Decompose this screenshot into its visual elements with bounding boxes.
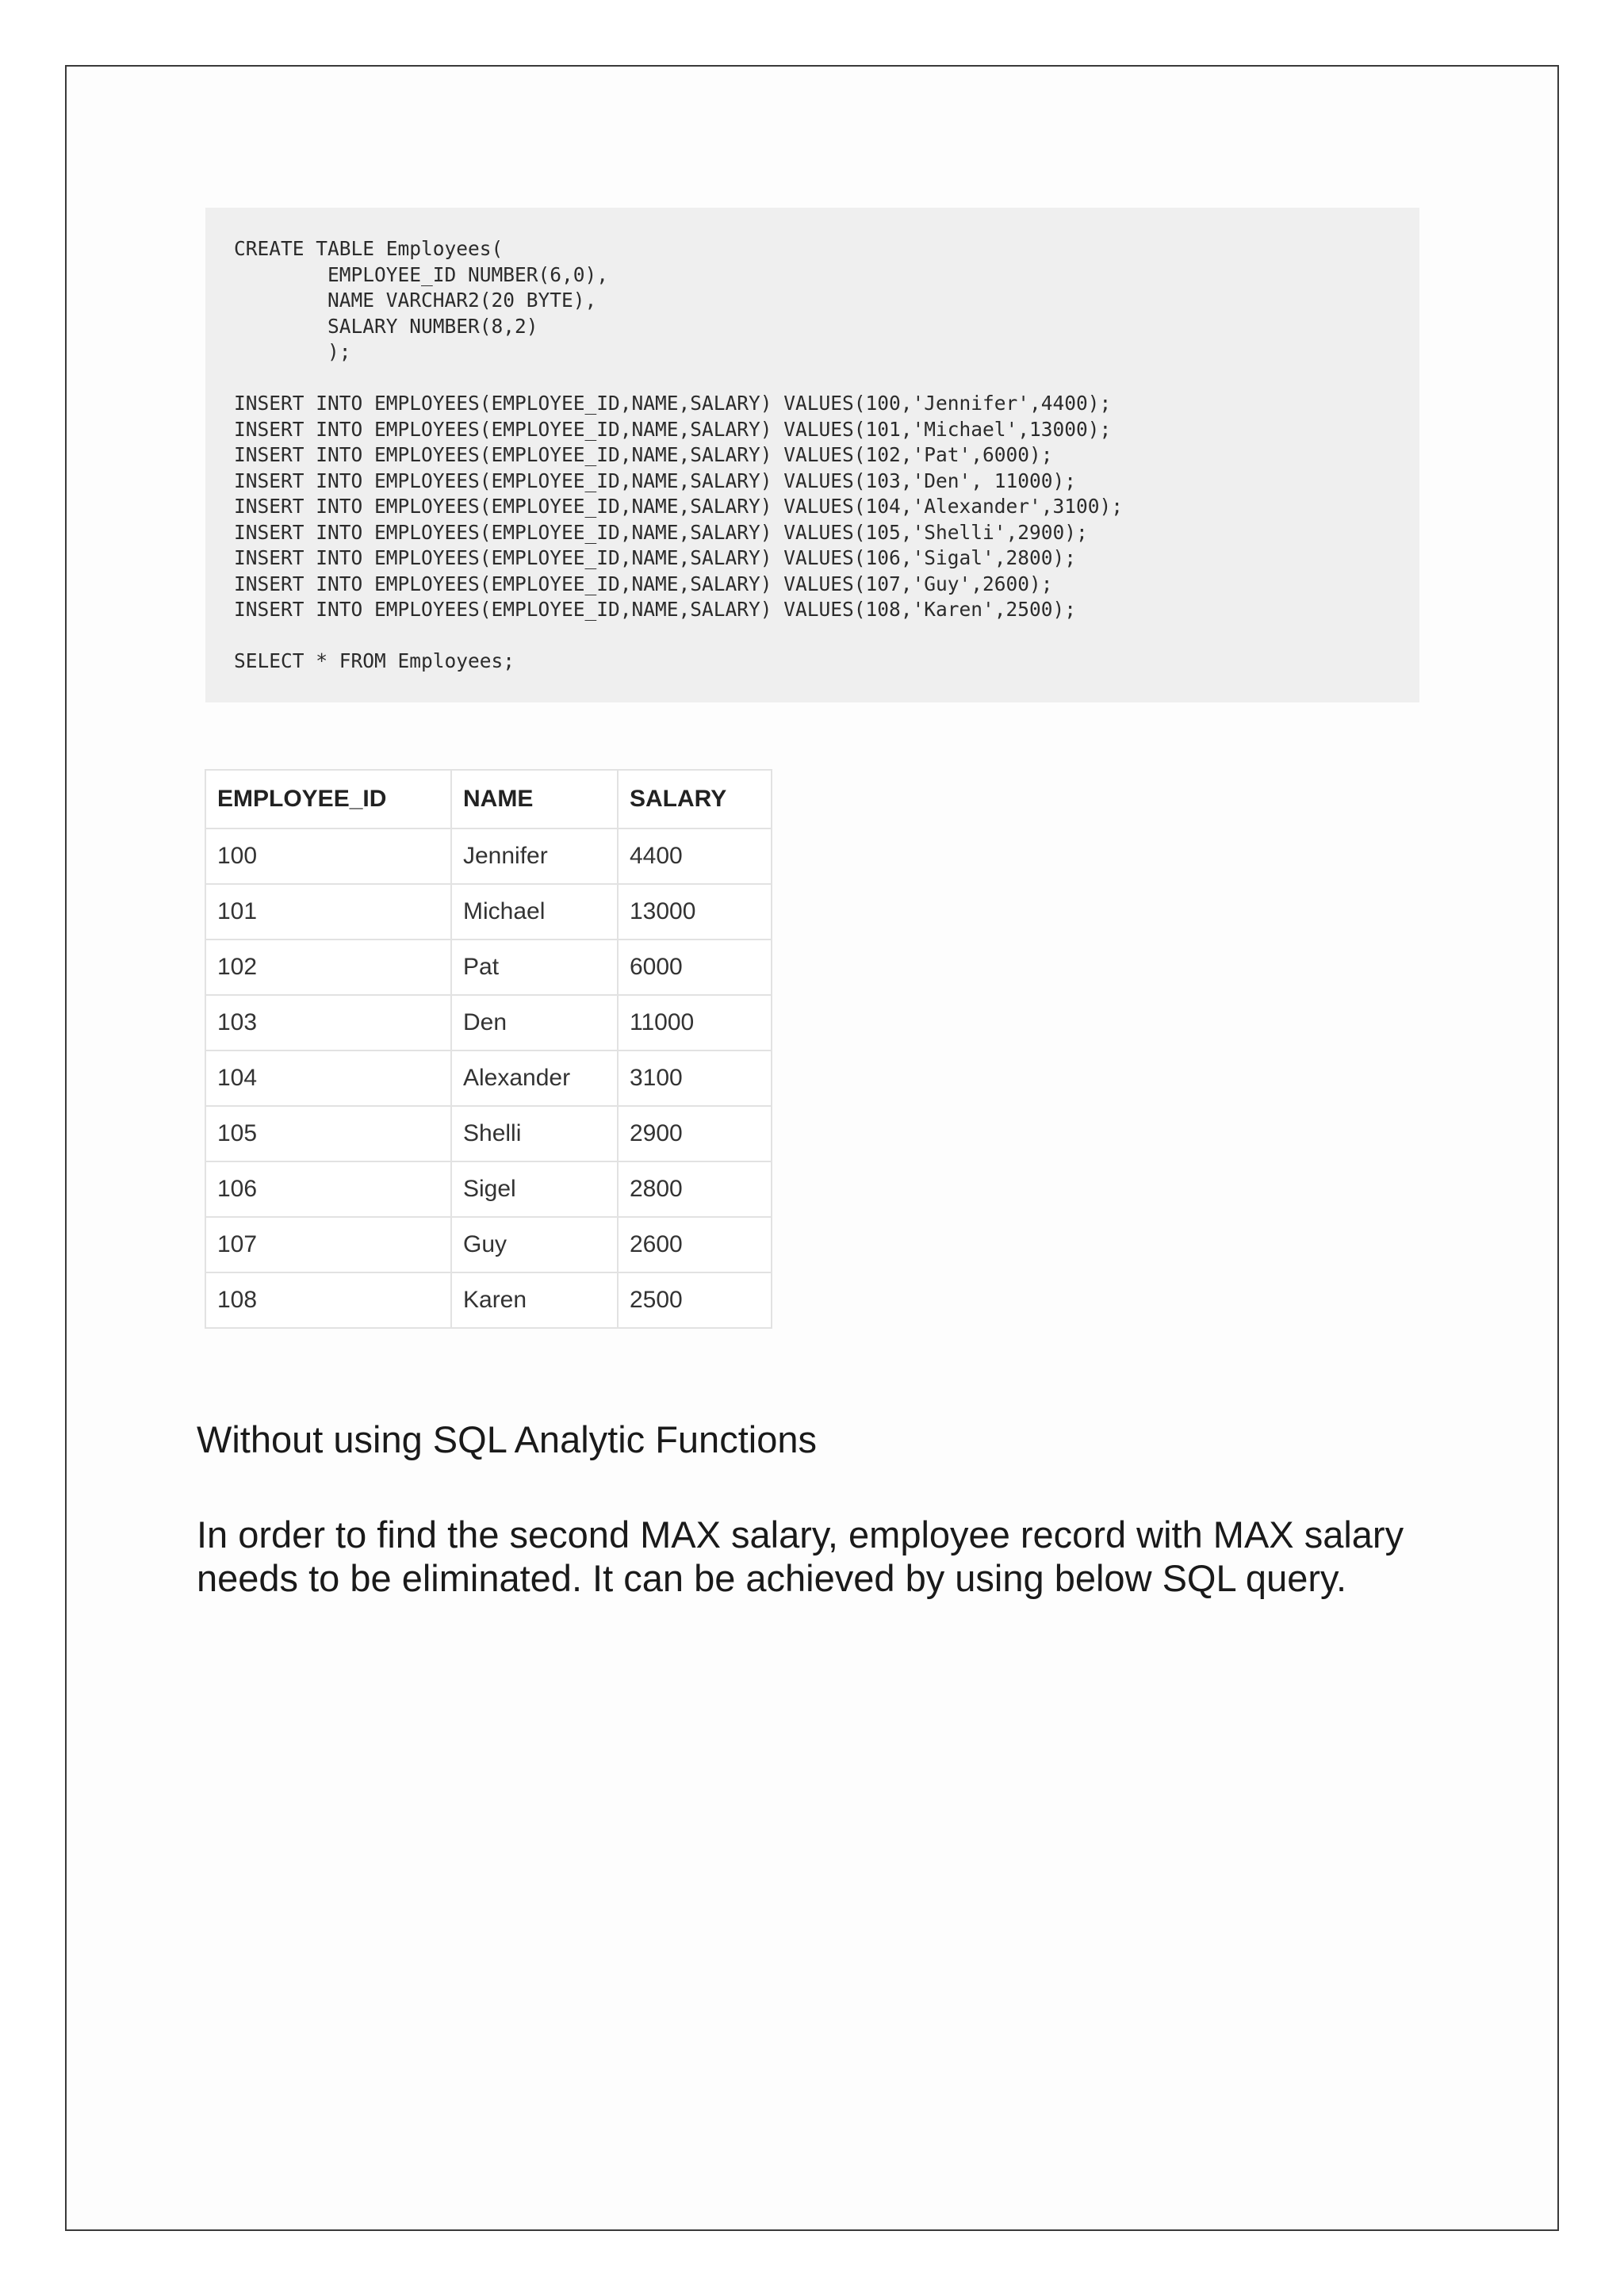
column-header-salary: SALARY — [618, 770, 772, 828]
code-line: INSERT INTO EMPLOYEES(EMPLOYEE_ID,NAME,SALARY) VALUES(101,'Michael',13000); — [234, 417, 1112, 441]
cell-salary: 2800 — [618, 1161, 772, 1217]
cell-name: Guy — [451, 1217, 618, 1272]
cell-salary: 2600 — [618, 1217, 772, 1272]
table-row — [205, 939, 772, 995]
code-line: INSERT INTO EMPLOYEES(EMPLOYEE_ID,NAME,SALARY) VALUES(100,'Jennifer',4400); — [234, 392, 1112, 415]
code-line: NAME VARCHAR2(20 BYTE), — [234, 289, 597, 312]
code-line-blank — [234, 365, 1419, 392]
cell-name: Karen — [451, 1272, 618, 1328]
code-line: SALARY NUMBER(8,2) — [234, 314, 538, 338]
code-line: INSERT INTO EMPLOYEES(EMPLOYEE_ID,NAME,SALARY) VALUES(105,'Shelli',2900); — [234, 520, 1088, 544]
table-row — [205, 995, 772, 1050]
code-line: INSERT INTO EMPLOYEES(EMPLOYEE_ID,NAME,SALARY) VALUES(108,'Karen',2500); — [234, 598, 1077, 621]
column-header-employee-id: EMPLOYEE_ID — [205, 770, 451, 828]
table-row — [205, 1050, 772, 1106]
table-row — [205, 1217, 772, 1272]
cell-employee-id: 100 — [205, 828, 451, 884]
cell-name: Pat — [451, 939, 618, 995]
code-line: CREATE TABLE Employees( — [234, 237, 504, 260]
column-header-name: NAME — [451, 770, 618, 828]
cell-name: Alexander — [451, 1050, 618, 1106]
table-row — [205, 1272, 772, 1328]
code-line: INSERT INTO EMPLOYEES(EMPLOYEE_ID,NAME,SALARY) VALUES(103,'Den', 11000); — [234, 469, 1077, 492]
cell-employee-id: 107 — [205, 1217, 451, 1272]
cell-employee-id: 103 — [205, 995, 451, 1050]
employees-table — [205, 769, 772, 1329]
cell-name: Sigel — [451, 1161, 618, 1217]
cell-name: Den — [451, 995, 618, 1050]
code-line: INSERT INTO EMPLOYEES(EMPLOYEE_ID,NAME,SALARY) VALUES(106,'Sigal',2800); — [234, 546, 1077, 569]
cell-employee-id: 106 — [205, 1161, 451, 1217]
table-header-row — [205, 770, 772, 828]
cell-employee-id: 104 — [205, 1050, 451, 1106]
cell-name: Jennifer — [451, 828, 618, 884]
cell-salary: 13000 — [618, 884, 772, 939]
cell-employee-id: 108 — [205, 1272, 451, 1328]
code-line: INSERT INTO EMPLOYEES(EMPLOYEE_ID,NAME,SALARY) VALUES(104,'Alexander',3100); — [234, 495, 1124, 518]
cell-name: Michael — [451, 884, 618, 939]
table-row — [205, 828, 772, 884]
cell-employee-id: 101 — [205, 884, 451, 939]
sql-code-block — [205, 208, 1419, 702]
table-row — [205, 884, 772, 939]
cell-employee-id: 105 — [205, 1106, 451, 1161]
code-line: SELECT * FROM Employees; — [234, 649, 515, 672]
cell-name: Shelli — [451, 1106, 618, 1161]
code-line: EMPLOYEE_ID NUMBER(6,0), — [234, 262, 609, 286]
cell-salary: 3100 — [618, 1050, 772, 1106]
code-line: INSERT INTO EMPLOYEES(EMPLOYEE_ID,NAME,SALARY) VALUES(102,'Pat',6000); — [234, 443, 1053, 466]
table-row — [205, 1106, 772, 1161]
cell-salary: 11000 — [618, 995, 772, 1050]
cell-salary: 4400 — [618, 828, 772, 884]
code-line-blank — [234, 623, 1419, 649]
cell-employee-id: 102 — [205, 939, 451, 995]
code-line: ); — [234, 340, 351, 363]
section-heading: Without using SQL Analytic Functions — [197, 1418, 817, 1460]
table-row — [205, 1161, 772, 1217]
body-paragraph: In order to find the second MAX salary, employee record with MAX salary needs to be eliminated. It can be achieved by using below SQL query. — [197, 1513, 1404, 1599]
cell-salary: 2900 — [618, 1106, 772, 1161]
cell-salary: 6000 — [618, 939, 772, 995]
code-line: INSERT INTO EMPLOYEES(EMPLOYEE_ID,NAME,SALARY) VALUES(107,'Guy',2600); — [234, 572, 1053, 595]
cell-salary: 2500 — [618, 1272, 772, 1328]
